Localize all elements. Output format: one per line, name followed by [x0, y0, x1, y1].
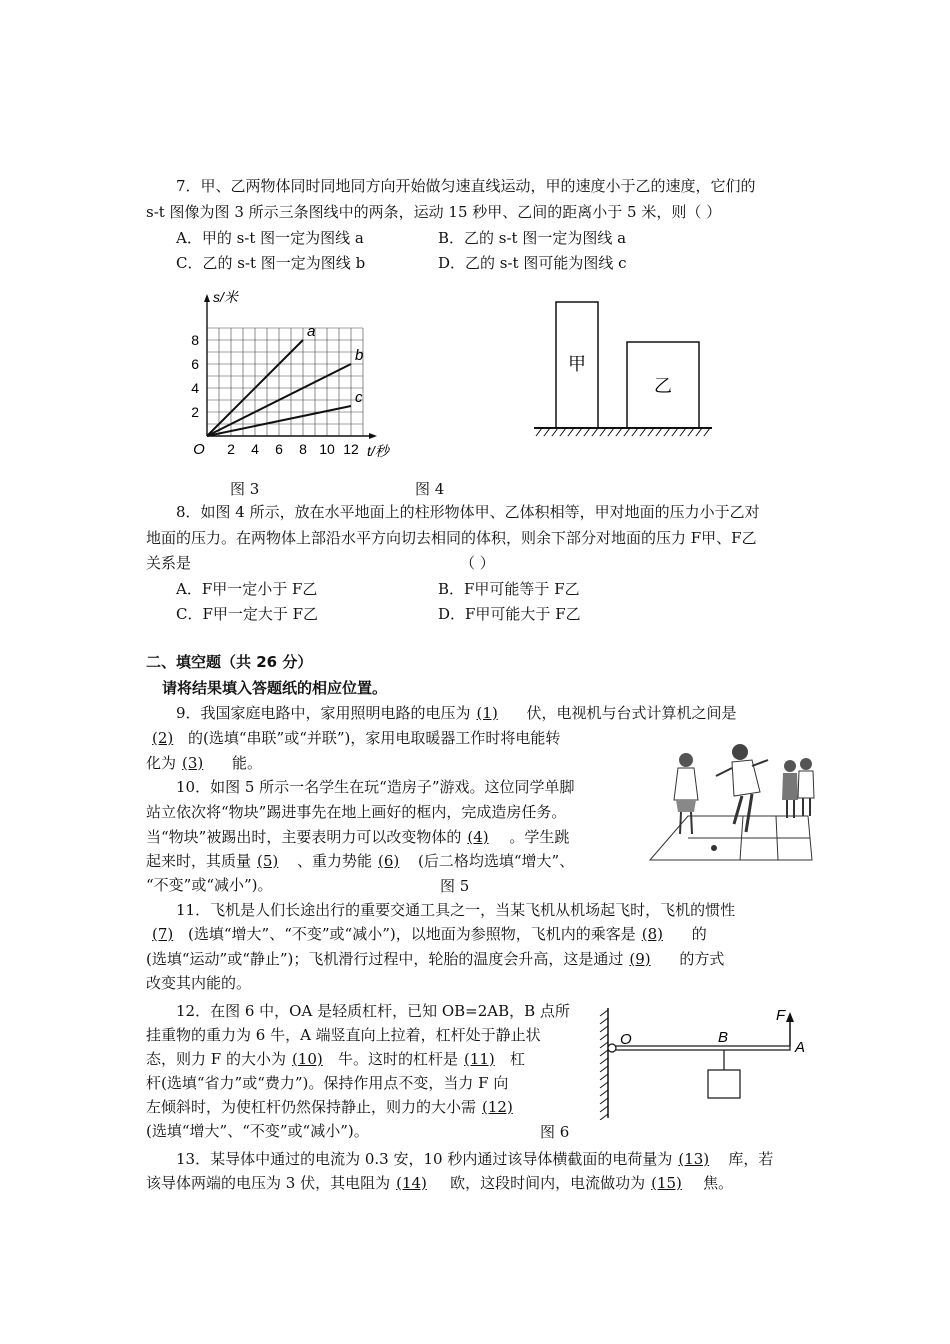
- blank-15[interactable]: (15): [651, 1174, 682, 1192]
- q9-line1: [176, 701, 737, 725]
- q8-option-b: B．F甲可能等于 F乙: [438, 580, 580, 598]
- blank-14[interactable]: (14): [396, 1174, 427, 1192]
- q10-text3b: 。学生跳: [509, 828, 570, 846]
- hatch-mark: [600, 1066, 608, 1072]
- hatch-mark: [600, 1058, 608, 1064]
- x-tick-label: 10: [319, 441, 335, 457]
- section2-instruction: 请将结果填入答题纸的相应位置。: [162, 679, 388, 697]
- blank-1[interactable]: (1): [476, 704, 498, 722]
- fig3-caption: 图 3: [230, 480, 260, 498]
- blank-8[interactable]: (8): [641, 925, 663, 943]
- q7-option-c: C．乙的 s-t 图一定为图线 b: [176, 254, 366, 272]
- q11-line4: 改变其内能的。: [146, 974, 252, 992]
- x-tick-label: 2: [227, 441, 235, 457]
- student-jumping: [716, 744, 768, 832]
- q12-text3a: 态，则力 F 的大小为: [146, 1050, 286, 1068]
- q12-text5a: 左倾斜时，为使杠杆仍然保持静止，则力的大小需: [146, 1098, 477, 1116]
- hatch-mark: [584, 428, 590, 436]
- label-a: A: [795, 1039, 806, 1056]
- hatch-mark: [600, 1034, 608, 1040]
- series-label-b: b: [355, 347, 364, 364]
- ground-hatch: [536, 428, 710, 436]
- hatch-mark: [592, 428, 598, 436]
- q11-line1: 11．飞机是人们长途出行的重要交通工具之一，当某飞机从机场起飞时，飞机的惯性: [176, 901, 736, 919]
- hatch-mark: [600, 1106, 608, 1112]
- hatch-mark: [600, 1074, 608, 1080]
- hatch-mark: [624, 428, 630, 436]
- pivot-o: [608, 1044, 616, 1052]
- q11-text3a: (选填“运动”或“静止”)；飞机滑行过程中，轮胎的温度会升高，这是通过: [146, 950, 624, 968]
- q10-line1: 10．如图 5 所示一名学生在玩“造房子”游戏。这位同学单脚: [176, 778, 575, 796]
- fig5-caption: 图 5: [440, 877, 470, 895]
- hatch-mark: [536, 428, 542, 436]
- blank-12[interactable]: (12): [482, 1098, 513, 1116]
- q9-text2: 伏，电视机与台式计算机之间是: [526, 704, 737, 722]
- q7-line2: s-t 图像为图 3 所示三条图线中的两条，运动 15 秒甲、乙间的距离小于 5 米，则（ ）: [146, 203, 722, 221]
- q11-text2a: (选填“增大”、“不变”或“减小”)，以地面为参照物，飞机内的乘客是: [188, 925, 636, 943]
- hatch-mark: [656, 428, 662, 436]
- label-o: O: [620, 1031, 632, 1048]
- blank-2[interactable]: (2): [152, 729, 174, 747]
- wall-hatch: [600, 1010, 608, 1120]
- y-axis-label: s/米: [213, 289, 238, 305]
- q12-line6: (选填“增大”、“不变”或“减小”)。: [146, 1122, 369, 1140]
- x-tick-label: 6: [275, 441, 283, 457]
- hatch-mark: [632, 428, 638, 436]
- q12-text3b: 牛。这时的杠杆是: [337, 1050, 458, 1068]
- block-yi-label: 乙: [654, 376, 672, 396]
- q9-text1: 9．我国家庭电路中，家用照明电路的电压为: [176, 704, 471, 722]
- y-tick-label: 2: [191, 404, 199, 420]
- q10-line5: “不变”或“减小”)。: [146, 876, 273, 894]
- y-tick-label: 8: [191, 332, 199, 348]
- hatch-mark: [608, 428, 614, 436]
- hatch-mark: [616, 428, 622, 436]
- fig3-chart: [185, 288, 415, 463]
- blank-13[interactable]: (13): [678, 1150, 710, 1168]
- q9-line2: [146, 726, 560, 750]
- q13-text1a: 13．某导体中通过的电流为 0.3 安，10 秒内通过该导体横截面的电荷量为: [176, 1150, 673, 1168]
- hatch-mark: [648, 428, 654, 436]
- origin-label: O: [193, 441, 205, 458]
- q10-line3: [146, 825, 569, 849]
- q13-line2: [146, 1171, 733, 1195]
- hatch-mark: [600, 428, 606, 436]
- q7-option-d: D．乙的 s-t 图可能为图线 c: [438, 254, 627, 272]
- x-axis-arrow: [369, 433, 377, 439]
- force-arrowhead: [786, 1012, 794, 1022]
- q11-line3: [146, 947, 724, 971]
- section2-title: 二、填空题（共 26 分）: [146, 653, 313, 671]
- blank-11[interactable]: (11): [463, 1050, 495, 1068]
- hanging-weight: [708, 1070, 740, 1098]
- hatch-mark: [704, 428, 710, 436]
- q10-text4b: 、重力势能: [297, 852, 373, 870]
- q9-text3: 的(选填“串联”或“并联”)，家用电取暖器工作时将电能转: [188, 729, 561, 747]
- label-b: B: [718, 1029, 729, 1046]
- q12-line4: 杆(选填“省力”或“费力”)。保持作用点不变，当力 F 向: [146, 1074, 509, 1092]
- q8-bracket: （ ）: [460, 554, 495, 572]
- blank-9[interactable]: (9): [629, 950, 651, 968]
- q12-line1: 12．在图 6 中，OA 是轻质杠杆，已知 OB=2AB，B 点所: [176, 1002, 570, 1020]
- hatch-mark: [600, 1114, 608, 1120]
- q11-text2b: 的: [691, 925, 707, 943]
- hatch-mark: [600, 1050, 608, 1056]
- x-tick-label: 12: [343, 441, 359, 457]
- hatch-mark: [600, 1090, 608, 1096]
- series-label-a: a: [307, 323, 316, 340]
- q12-text3c: 杠: [509, 1050, 525, 1068]
- q8-option-d: D．F甲可能大于 F乙: [438, 605, 581, 623]
- hatch-mark: [600, 1098, 608, 1104]
- hatch-mark: [688, 428, 694, 436]
- hatch-mark: [600, 1042, 608, 1048]
- q8-line2: 地面的压力。在两物体上部沿水平方向切去相同的体积，则余下部分对地面的压力 F甲、F乙: [146, 529, 757, 547]
- q8-line1: 8．如图 4 所示，放在水平地面上的柱形物体甲、乙体积相等，甲对地面的压力小于乙对: [176, 503, 760, 521]
- label-f: F: [776, 1007, 786, 1024]
- hatch-mark: [672, 428, 678, 436]
- fig4-caption: 图 4: [415, 480, 445, 498]
- blank-4[interactable]: (4): [467, 828, 489, 846]
- y-tick-label: 4: [191, 380, 199, 396]
- q12-line3: [146, 1047, 525, 1071]
- q10-line4: [146, 849, 574, 873]
- hatch-mark: [600, 1082, 608, 1088]
- fig4-diagram: [530, 296, 715, 441]
- q12-line2: 挂重物的重力为 6 牛，A 端竖直向上拉着，杠杆处于静止状: [146, 1026, 541, 1044]
- q10-text4a: 起来时，其质量: [146, 852, 252, 870]
- hatch-mark: [664, 428, 670, 436]
- q8-option-a: A．F甲一定小于 F乙: [176, 580, 318, 598]
- q8-line3: 关系是: [146, 554, 192, 572]
- q7-option-b: B．乙的 s-t 图一定为图线 a: [438, 229, 627, 247]
- q11-text3b: 的方式: [679, 950, 725, 968]
- hatch-mark: [576, 428, 582, 436]
- hatch-mark: [600, 1026, 608, 1032]
- q7-option-a: A．甲的 s-t 图一定为图线 a: [176, 229, 364, 247]
- y-tick-label: 6: [191, 356, 199, 372]
- q11-line2: [146, 922, 707, 946]
- hatch-mark: [680, 428, 686, 436]
- q13-text2a: 该导体两端的电压为 3 伏，其电阻为: [146, 1174, 391, 1192]
- hatch-mark: [552, 428, 558, 436]
- q9-text5: 能。: [232, 754, 263, 772]
- y-axis-arrow: [204, 294, 210, 302]
- hatch-mark: [544, 428, 550, 436]
- q9-line3: [146, 751, 262, 775]
- block-jia-label: 甲: [568, 354, 586, 374]
- blank-3[interactable]: (3): [182, 754, 204, 772]
- q13-text2c: 焦。: [703, 1174, 734, 1192]
- q7-line1: 7．甲、乙两物体同时同地同方向开始做匀速直线运动，甲的速度小于乙的速度，它们的: [176, 177, 756, 195]
- hopscotch-stone: [711, 845, 717, 851]
- x-axis-label: t/秒: [367, 443, 389, 459]
- hatch-mark: [568, 428, 574, 436]
- hatch-mark: [560, 428, 566, 436]
- fig6-lever: [596, 1002, 818, 1120]
- hatch-mark: [600, 1010, 608, 1016]
- fig6-caption: 图 6: [540, 1123, 570, 1141]
- hatch-mark: [600, 1018, 608, 1024]
- q9-text4: 化为: [146, 754, 177, 772]
- blank-7[interactable]: (7): [152, 925, 174, 943]
- q10-text3a: 当“物块”被踢出时，主要表明力可以改变物体的: [146, 828, 462, 846]
- q8-option-c: C．F甲一定大于 F乙: [176, 605, 319, 623]
- students-right: [782, 758, 814, 818]
- series-label-c: c: [355, 389, 363, 406]
- q12-line5: [146, 1095, 534, 1119]
- q10-text4c: (后二格均选填“增大”、: [418, 852, 575, 870]
- lever-bar: [610, 1046, 790, 1050]
- q13-line1: [176, 1147, 773, 1171]
- blank-5[interactable]: (5): [257, 852, 279, 870]
- blank-6[interactable]: (6): [378, 852, 400, 870]
- blank-10[interactable]: (10): [291, 1050, 323, 1068]
- hatch-mark: [640, 428, 646, 436]
- x-tick-label: 4: [251, 441, 259, 457]
- fig5-illustration: [648, 738, 816, 870]
- student-left: [674, 753, 698, 834]
- hatch-mark: [696, 428, 702, 436]
- q13-text2b: 欧，这段时间内，电流做功为: [450, 1174, 646, 1192]
- q10-line2: 站立依次将“物块”踢进事先在地上画好的框内，完成造房任务。: [146, 803, 567, 821]
- q13-text1b: 库，若: [728, 1150, 774, 1168]
- x-tick-label: 8: [299, 441, 307, 457]
